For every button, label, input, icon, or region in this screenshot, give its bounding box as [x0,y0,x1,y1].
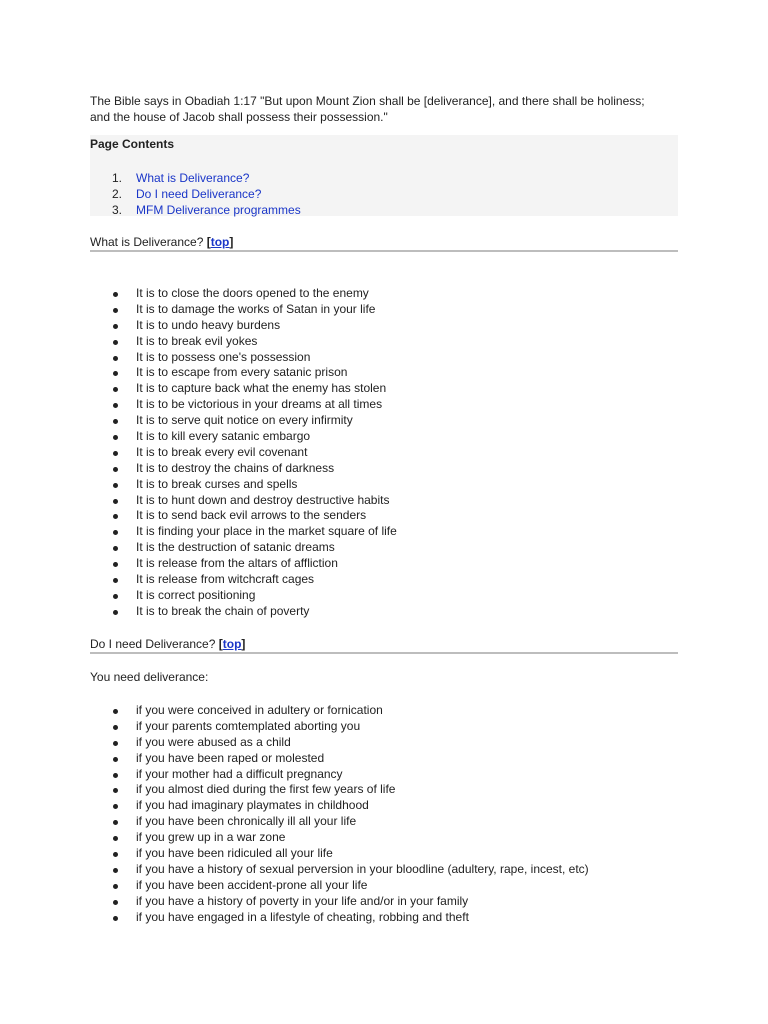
toc-item [112,202,301,218]
you-need-deliverance-intro: You need deliverance: [90,670,209,684]
list-item: It is to hunt down and destroy destructive habits [110,493,397,509]
list-item: It is to escape from every satanic prison [110,365,397,381]
list-item: if you have engaged in a lifestyle of cheating, robbing and theft [110,910,589,926]
do-i-need-deliverance-list [110,703,589,925]
list-item: if you have been chronically ill all your life [110,814,589,830]
list-item: It is to destroy the chains of darkness [110,461,397,477]
list-item: It is the destruction of satanic dreams [110,540,397,556]
list-item: It is to possess one's possession [110,350,397,366]
page-contents-list [112,170,301,218]
page-contents-box [90,135,678,216]
back-to-top-link[interactable]: top [222,637,242,651]
list-item: It is to undo heavy burdens [110,318,397,334]
toc-item-number: 2. [112,187,123,201]
toc-item [112,170,301,186]
list-item: It is to capture back what the enemy has stolen [110,381,397,397]
list-item: It is to send back evil arrows to the senders [110,508,397,524]
list-item: It is to break evil yokes [110,334,397,350]
list-item: if you have a history of poverty in your life and/or in your family [110,894,589,910]
top-link-wrapper: [top] [218,637,246,651]
back-to-top-link[interactable]: top [210,235,230,249]
list-item: if you had imaginary playmates in childhood [110,798,589,814]
list-item: It is to serve quit notice on every infirmity [110,413,397,429]
list-item: if you have been accident-prone all your life [110,878,589,894]
list-item: It is to close the doors opened to the enemy [110,286,397,302]
list-item: if you were abused as a child [110,735,589,751]
intro-line-1: The Bible says in Obadiah 1:17 "But upon Mount Zion shall be [deliverance], and there shall be holiness; [90,94,645,108]
section-heading-text: Do I need Deliverance? [90,637,216,651]
list-item: if you have been raped or molested [110,751,589,767]
list-item: It is to break the chain of poverty [110,604,397,620]
list-item: It is correct positioning [110,588,397,604]
list-item: It is to kill every satanic embargo [110,429,397,445]
list-item: if you were conceived in adultery or fornication [110,703,589,719]
toc-item-number: 3. [112,203,123,217]
intro-paragraph [90,93,680,125]
page-contents-title: Page Contents [90,137,175,151]
list-item: if you grew up in a war zone [110,830,589,846]
list-item: if you have a history of sexual perversion in your bloodline (adultery, rape, incest, etc) [110,862,589,878]
list-item: It is to be victorious in your dreams at all times [110,397,397,413]
what-is-deliverance-list [110,286,397,620]
list-item: It is release from witchcraft cages [110,572,397,588]
list-item: It is to break curses and spells [110,477,397,493]
section-heading-do-i-need-deliverance [90,637,678,654]
list-item: if your parents comtemplated aborting you [110,719,589,735]
toc-item-number: 1. [112,171,123,185]
section-heading-text: What is Deliverance? [90,235,204,249]
toc-link-do-i-need-deliverance[interactable]: Do I need Deliverance? [136,187,262,201]
top-link-wrapper: [top] [206,235,234,249]
section-heading-what-is-deliverance [90,235,678,252]
toc-link-what-is-deliverance[interactable]: What is Deliverance? [136,171,250,185]
list-item: if your mother had a difficult pregnancy [110,767,589,783]
toc-item [112,186,301,202]
list-item: It is to break every evil covenant [110,445,397,461]
list-item: It is to damage the works of Satan in your life [110,302,397,318]
intro-line-2: and the house of Jacob shall possess their possession." [90,110,388,124]
list-item: It is finding your place in the market square of life [110,524,397,540]
list-item: It is release from the altars of affliction [110,556,397,572]
list-item: if you have been ridiculed all your life [110,846,589,862]
toc-link-mfm-deliverance-programmes[interactable]: MFM Deliverance programmes [136,203,301,217]
list-item: if you almost died during the first few years of life [110,782,589,798]
